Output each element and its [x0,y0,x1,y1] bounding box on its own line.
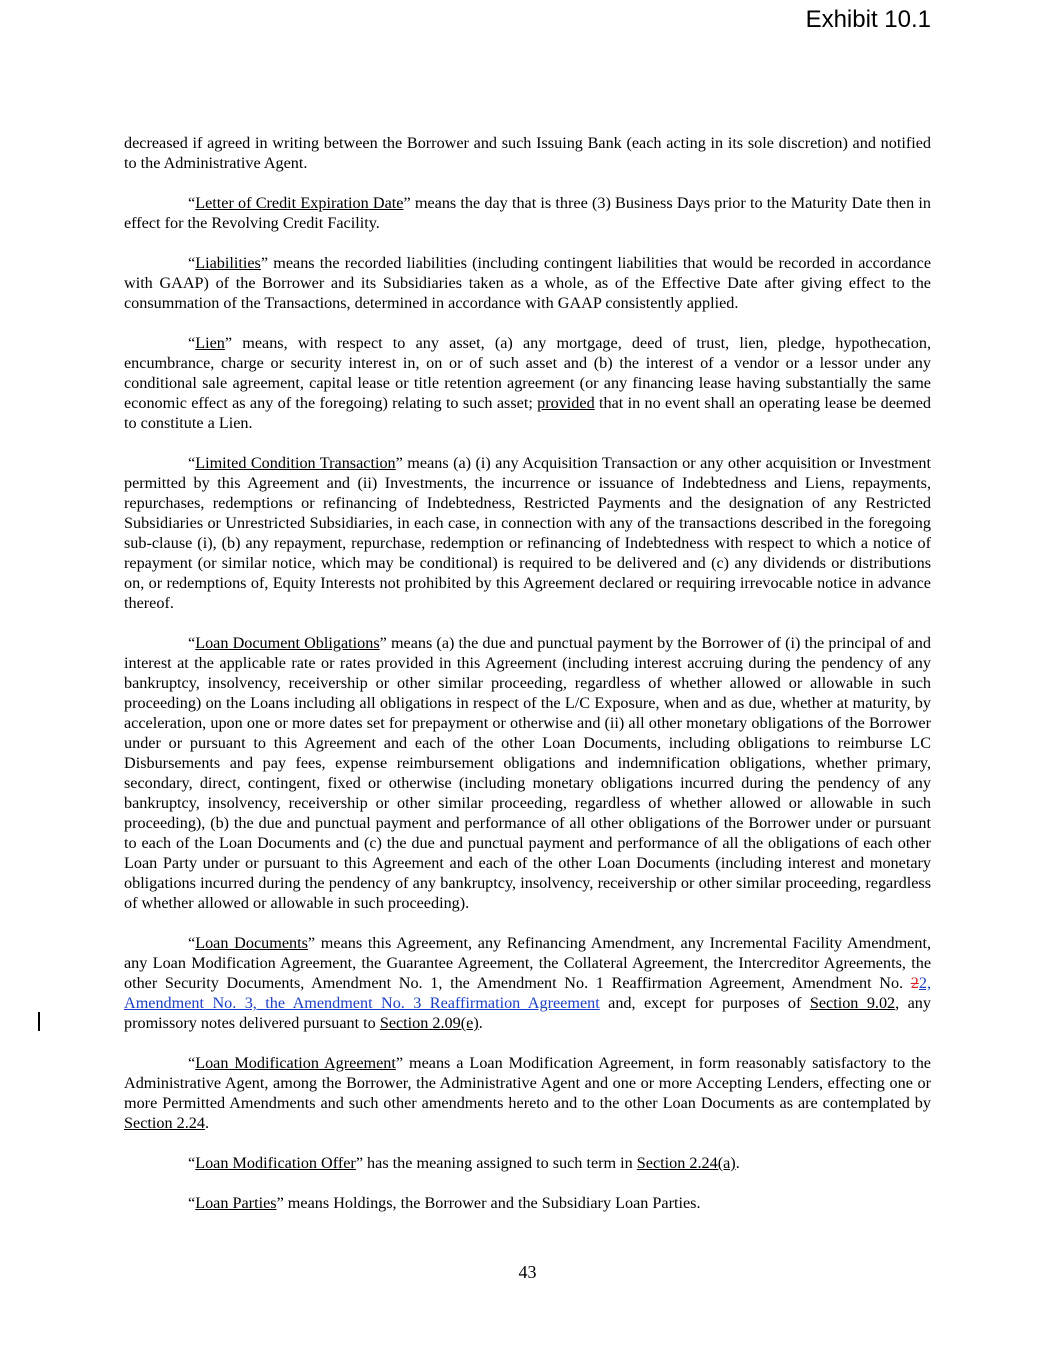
section-reference: Section 2.24 [124,1114,205,1132]
defined-term: Loan Modification Offer [195,1154,356,1172]
open-quote: “ [188,1154,196,1172]
definition-text: ” means (a) (i) any Acquisition Transaction or any other acquisition or Investment permitted by this Agreement and (ii) Investments, the incurrence or issuance of Indebtedness and Liens, repayments, repurchases, redemptions or refinancing of Indebtedness, Restricted Payments and the designation of any Restricted Subsidiaries or Unrestricted Subsidiaries, in each case, in connection with any of the transactions described in the foregoing sub-clause (i), (b) any repayment, repurchase, redemption or refinancing of Indebtedness with respect to which a notice of repayment (or similar notice, which may be conditional) is required to be delivered and (c) any dividends or distributions on, or redemptions of, Equity Interests not prohibited by this Agreement declared or requiring irrevocable notice in advance thereof. [124,454,931,612]
page-number: 43 [518,1262,537,1282]
defined-term: Loan Documents [195,934,308,952]
definition-text: ” means the recorded liabilities (including contingent liabilities that would be recorded in accordance with GAAP) of the Borrower and its Subsidiaries taken as a whole, as of the Effective Date after giving effect to the consummation of the Transactions, determined in accordance with GAAP consistently applied. [124,254,931,312]
definition-text: and, except for purposes of [599,994,810,1012]
definition-limited-condition-transaction [124,453,931,613]
defined-term: Liabilities [195,254,261,272]
defined-term: Loan Modification Agreement [195,1054,396,1072]
definition-liabilities [124,253,931,313]
defined-term: Loan Document Obligations [195,634,380,652]
definition-loan-modification-agreement [124,1053,931,1133]
definition-text: , any promissory notes delivered pursuant to [124,994,931,1032]
open-quote: “ [188,254,196,272]
proviso-term: provided [537,394,595,412]
section-reference: Section 9.02 [809,994,896,1012]
definition-text: ” means this Agreement, any Refinancing Amendment, any Incremental Facility Amendment, any Loan Modification Agreement, the Guarantee Agreement, the Collateral Agreement, the Intercreditor Agreements, the other Security Documents, Amendment No. 1, the Amendment No. 1 Reaffirmation Agreement, Amendment No. [124,934,931,992]
open-quote: “ [188,934,196,952]
continued-paragraph: decreased if agreed in writing between the Borrower and such Issuing Bank (each acting in its sole discretion) and notified to the Administrative Agent. [124,134,931,172]
definition-text: . [204,1114,209,1132]
definition-text: ” has the meaning assigned to such term in [355,1154,637,1172]
open-quote: “ [188,634,196,652]
definition-loan-document-obligations [124,633,931,913]
definition-loan-documents [124,933,931,1033]
defined-term: Letter of Credit Expiration Date [195,194,404,212]
open-quote: “ [188,1194,196,1212]
section-reference: Section 2.24(a) [636,1154,736,1172]
definition-text: that in no event shall an operating lease be deemed to constitute a Lien. [124,394,931,432]
definition-loan-parties [124,1193,931,1213]
definition-text: . [735,1154,740,1172]
definition-loan-modification-offer [124,1153,931,1173]
definition-text: ” means the day that is three (3) Business Days prior to the Maturity Date then in effect for the Revolving Credit Facility. [124,194,931,232]
definition-text: ” means, with respect to any asset, (a) any mortgage, deed of trust, lien, pledge, hypothecation, encumbrance, charge or security interest in, on or of such asset and (b) the interest of a vendor or a lessor under any conditional sale agreement, capital lease or title retention agreement (or any financing lease having substantially the same economic effect as any of the foregoing) relating to such asset; [124,334,931,412]
defined-term: Limited Condition Transaction [195,454,396,472]
deleted-text: 2 [910,974,919,992]
defined-term: Loan Parties [195,1194,277,1212]
definition-lien [124,333,931,433]
definition-text: ” means a Loan Modification Agreement, in form reasonably satisfactory to the Administrative Agent, among the Borrower, the Administrative Agent and one or more Accepting Lenders, effecting one or more Permitted Amendments and such other amendments hereto and to the other Loan Documents as are contemplated by [124,1054,931,1112]
revision-change-bar [38,1012,40,1031]
definition-text: . [478,1014,483,1032]
definition-letter-of-credit-expiration-date [124,193,931,233]
exhibit-label: Exhibit 10.1 [805,6,931,33]
section-reference: Section 2.09(e) [379,1014,479,1032]
open-quote: “ [188,454,196,472]
defined-term: Lien [195,334,225,352]
open-quote: “ [188,334,196,352]
definition-text: ” means (a) the due and punctual payment by the Borrower of (i) the principal of and interest at the applicable rate or rates provided in this Agreement (including interest accruing during the pendency of any bankruptcy, insolvency, receivership or other similar proceeding, regardless of whether allowed or allowable in such proceeding) on the Loans including all obligations in respect of the L/C Exposure, when and as due, whether at maturity, by acceleration, upon one or more dates set for prepayment or otherwise and (ii) all other monetary obligations of the Borrower under or pursuant to this Agreement and each of the other Loan Documents, including obligations to reimburse LC Disbursements and pay fees, expense reimbursement obligations and indemnification obligations, whether primary, secondary, direct, contingent, fixed or otherwise (including monetary obligations incurred during the pendency of any bankruptcy, insolvency, receivership or other similar proceeding, regardless of whether allowed or allowable in such proceeding), (b) the due and punctual payment and performance of all other obligations of the Borrower under or pursuant to each of the Loan Documents and (c) the due and punctual payment and performance of all the obligations of each other Loan Party under or pursuant to this Agreement and each of the other Loan Documents (including interest and monetary obligations incurred during the pendency of any bankruptcy, insolvency, receivership or other similar proceeding, regardless of whether allowed or allowable in such proceeding). [124,634,931,912]
definition-text: ” means Holdings, the Borrower and the Subsidiary Loan Parties. [276,1194,701,1212]
document-body [124,133,931,1233]
inserted-text: 2, Amendment No. 3, the Amendment No. 3 Reaffirmation Agreement [124,974,931,1012]
open-quote: “ [188,1054,196,1072]
open-quote: “ [188,194,196,212]
